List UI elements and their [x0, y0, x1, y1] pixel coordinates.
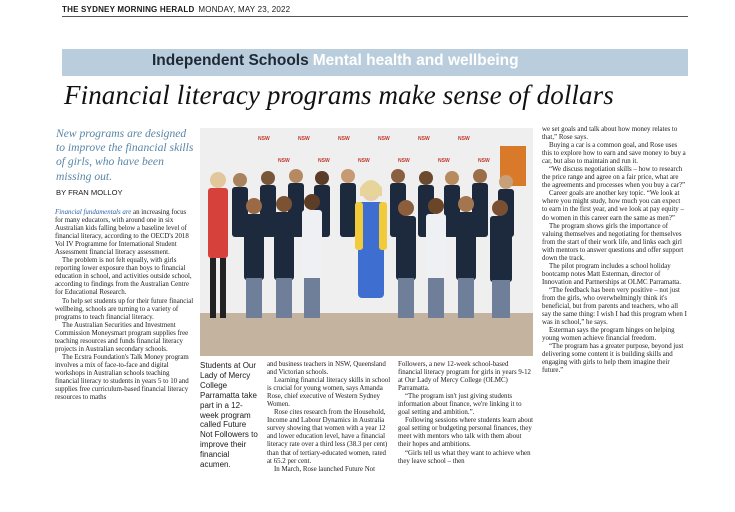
- paragraph: The pilot program includes a school holiday bootcamp notes Matt Esterman, director of Innovation and Partnerships at OLMC Parramatta.: [542, 262, 681, 286]
- section-title: Independent Schools: [152, 52, 309, 69]
- standfirst: New programs are designed to improve the financial skills of girls, who have been missing out.: [56, 127, 194, 183]
- logo-text: NSW: [278, 158, 290, 164]
- floor: [200, 313, 533, 356]
- paragraph: Esterman says the program hinges on helping young women achieve financial freedom.: [542, 327, 675, 343]
- article-column-1: [55, 209, 195, 402]
- logo-text: NSW: [478, 158, 490, 164]
- paragraph: “We discuss negotiation skills – how to research the price range and agree on a fair price, what are the agreements and processes when you buy a car?”: [542, 166, 686, 190]
- paragraph: Followers, a new 12-week school-based financial literacy program for girls in years 9-12 at Our Lady of Mercy College (OLMC) Parramatta.: [398, 361, 531, 393]
- article-column-3: [398, 361, 534, 466]
- article-column-2: [267, 361, 391, 474]
- logo-text: NSW: [358, 158, 370, 164]
- photo-caption: Students at Our Lady of Mercy College Parramatta take part in a 12-week program called Future Not Followers to improve their financial acumen.: [200, 361, 258, 470]
- group-photo: [200, 128, 533, 356]
- paragraph: The Ecstra Foundation's Talk Money program involves a mix of face-to-face and digital workshops in Australian schools teaching financial literacy to students in years 5 to 10 and supplies free curriculum-based financial literacy resources to maths: [55, 353, 189, 402]
- paragraph: Career goals are another key topic. “We look at where you might study, how much you can expect to earn in the first year, and we look at pay equity – do women in this career earn the same as men?”: [542, 190, 684, 222]
- photo-illustration: [200, 128, 533, 356]
- paper-name: THE SYDNEY MORNING HERALD: [62, 5, 195, 14]
- publication-date: MONDAY, MAY 23, 2022: [198, 5, 291, 14]
- paragraph: Following sessions where students learn about goal setting or budgeting personal finances, they meet with mentors who talk with them about their hopes and ambitions.: [398, 417, 534, 449]
- logo-text: NSW: [438, 158, 450, 164]
- front-row: [208, 172, 512, 318]
- article-column-4: [542, 126, 687, 375]
- paragraph: Rose cites research from the Household, Income and Labour Dynamics in Australia survey showing that women with a year 12 and lower education level, have a financial literacy rate over a third less (38.3 per cent) than that of tertiary-educated women, rated at 65.2 per cent.: [267, 409, 388, 465]
- masthead-rule: [62, 16, 688, 17]
- logo-text: NSW: [318, 158, 330, 164]
- sponsor-logo-wall: [258, 136, 490, 164]
- paragraph: The program shows girls the importance of valuing themselves and negotiating for themselves from the start of their work life, and links each girl with mentors to answer questions and offer support down the track.: [542, 222, 684, 262]
- paragraph: “The feedback has been very positive – not just from the girls, who overwhelmingly think it's beneficial, but from parents and teachers, who all say the same thing: I wish I had this program when I was in school,” he says.: [542, 286, 687, 327]
- paragraph: an increasing focus for many educators, with around one in six Australian kids falling below a baseline level of financial literacy, according to the OECD's 2018 Vol IV Programme for International Student Assessment financial literacy assessment.: [55, 209, 189, 257]
- headline: Financial literacy programs make sense of dollars: [64, 80, 614, 110]
- logo-text: NSW: [298, 136, 310, 142]
- paragraph: In March, Rose launched Future Not: [274, 465, 376, 473]
- logo-text: NSW: [418, 136, 430, 142]
- byline: BY FRAN MOLLOY: [56, 188, 123, 197]
- paragraph: and business teachers in NSW, Queensland and Victorian schools.: [267, 361, 386, 377]
- logo-text: NSW: [338, 136, 350, 142]
- paragraph: The problem is not felt equally, with girls reporting lower exposure than boys to financial education in school, and activities outside school, according to findings from the Australian Centre for Educational Research.: [55, 257, 192, 297]
- paragraph: The Australian Securities and Investment Commission Moneysmart program supplies free teaching resources and funds financial literacy projects in Australian secondary schools.: [55, 321, 189, 353]
- subsection-title: Mental health and wellbeing: [312, 52, 519, 69]
- paragraph: Learning financial literacy skills in school is crucial for young women, says Amanda Rose, chief executive of Western Sydney Women.: [267, 377, 391, 409]
- logo-text: NSW: [378, 136, 390, 142]
- masthead: [62, 5, 290, 14]
- paragraph: “The program isn't just giving students information about finance, we're linking it to goal setting and ambition.”.: [398, 393, 522, 417]
- paragraph: To help set students up for their future financial wellbeing, schools are turning to a variety of programs to teach financial literacy.: [55, 297, 194, 321]
- section-banner-text: [152, 52, 519, 70]
- paragraph: Buying a car is a common goal, and Rose uses this to explore how to earn and save money to buy a car, but also to maintain and run it.: [542, 142, 686, 166]
- lede: Financial fundamentals are: [55, 209, 132, 216]
- paragraph: “The program has a greater purpose, beyond just delivering some content it is building skills and engaging with girls to help them imagine their future.”: [542, 343, 684, 375]
- logo-text: NSW: [258, 136, 270, 142]
- logo-text: NSW: [398, 158, 410, 164]
- logo-text: NSW: [458, 136, 470, 142]
- paragraph: “Girls tell us what they want to achieve when they leave school – then: [398, 449, 531, 465]
- paragraph: we set goals and talk about how money relates to that,” Rose says.: [542, 126, 678, 142]
